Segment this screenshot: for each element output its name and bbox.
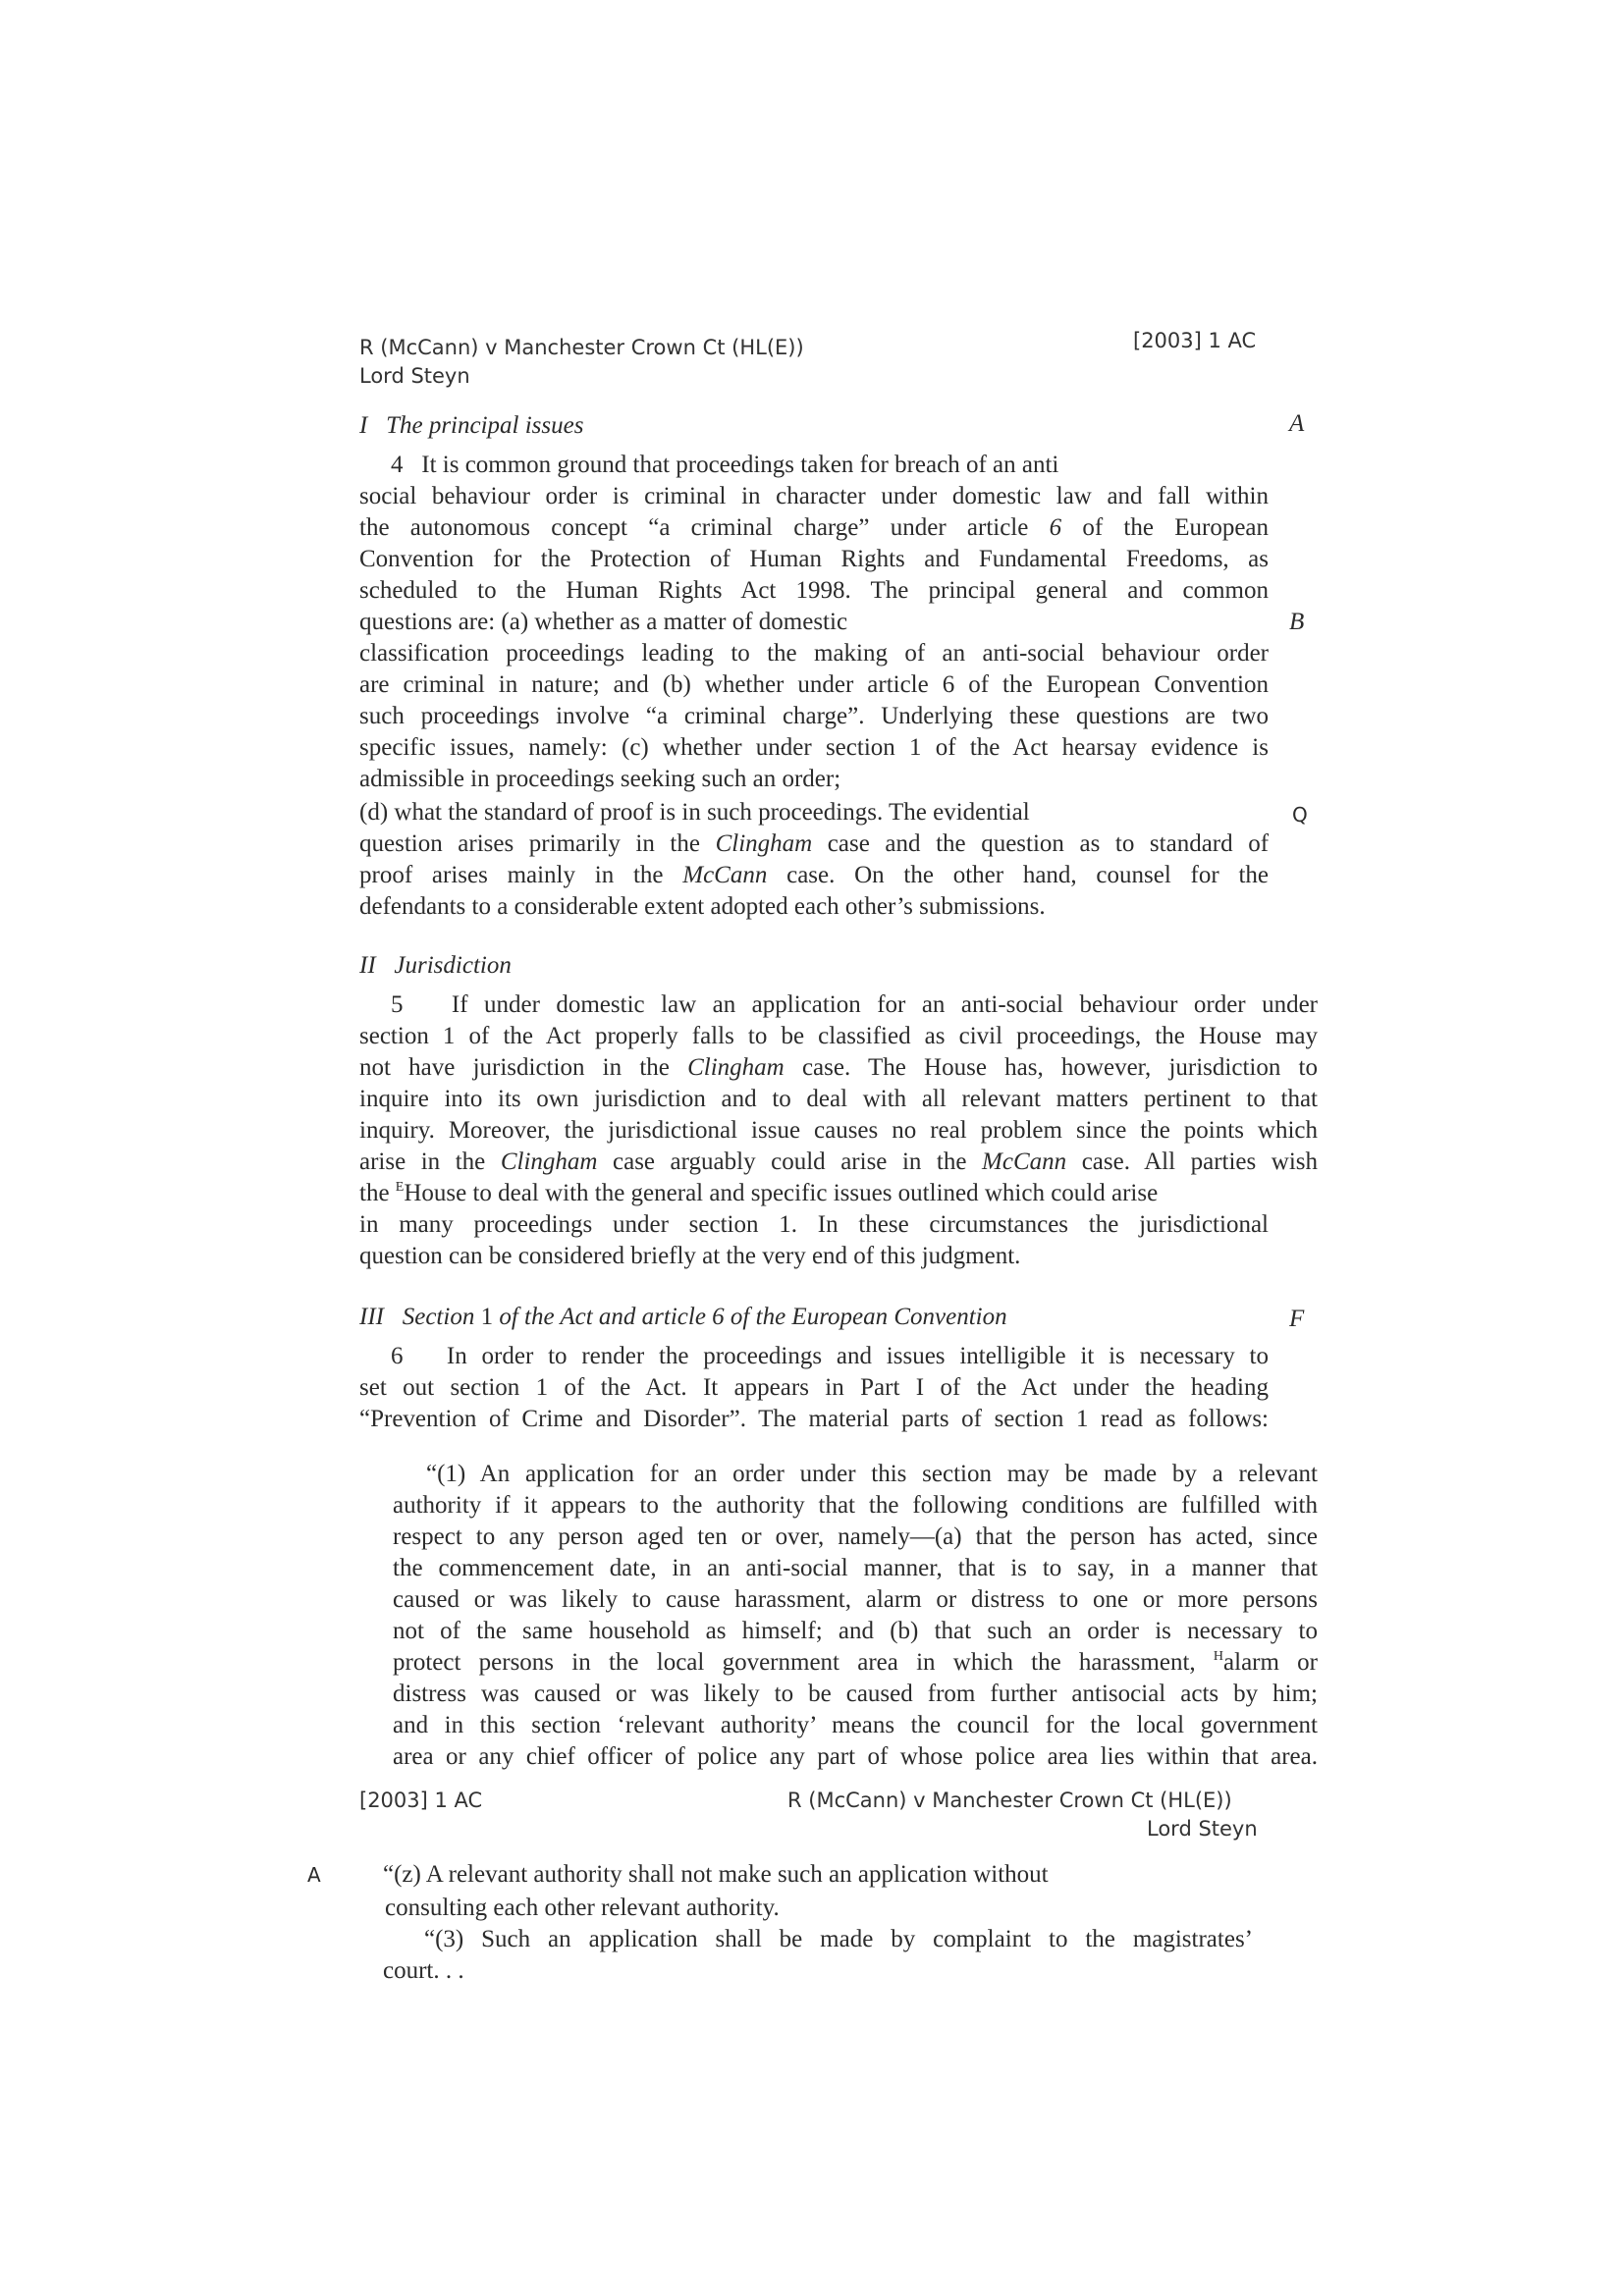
margin-letter-a-second: A <box>307 1863 321 1887</box>
quote-line: “(1) An application for an order under this section may be made by a relevant <box>426 1461 1318 1487</box>
running-head-judge-second: Lord Steyn <box>1147 1817 1258 1841</box>
paragraph-line: admissible in proceedings seeking such an order; <box>359 766 841 792</box>
quote-line: authority if it appears to the authority that the following conditions are fulfilled with <box>393 1492 1318 1519</box>
paragraph-line: arise in the Clingham case arguably could arise in the McCann case. All parties wish <box>359 1148 1319 1175</box>
continuation-line: “(3) Such an application shall be made by complaint to the magistrates’ <box>424 1926 1253 1952</box>
running-head-case: R (McCann) v Manchester Crown Ct (HL(E)) <box>359 336 804 359</box>
paragraph-line: “Prevention of Crime and Disorder”. The material parts of section 1 read as follows: <box>359 1406 1269 1432</box>
paragraph-line: defendants to a considerable extent adopted each other’s submissions. <box>359 893 1046 920</box>
continuation-line: court. . . <box>383 1957 464 1984</box>
paragraph-line: not have jurisdiction in the Clingham case. The House has, however, jurisdiction to <box>359 1054 1319 1081</box>
paragraph-line: 4 It is common ground that proceedings taken for breach of an anti <box>391 452 1059 478</box>
paragraph-line: in many proceedings under section 1. In these circumstances the jurisdictional <box>359 1211 1269 1238</box>
paragraph-line: (d) what the standard of proof is in such proceedings. The evidential <box>359 799 1030 826</box>
quote-line: the commencement date, in an anti-social manner, that is to say, in a manner that <box>393 1555 1318 1581</box>
case-name: Clingham <box>500 1148 598 1175</box>
paragraph-line: scheduled to the Human Rights Act 1998. The principal general and common <box>359 577 1269 604</box>
continuation-line: consulting each other relevant authority. <box>385 1895 780 1921</box>
paragraph-line: proof arises mainly in the McCann case. On the other hand, counsel for the <box>359 862 1269 888</box>
running-head-citation: [2003] 1 AC <box>1133 329 1257 352</box>
paragraph-number: 4 <box>391 452 404 478</box>
quote-line: respect to any person aged ten or over, namely—(a) that the person has acted, since <box>393 1523 1318 1550</box>
article-number: 6 <box>1049 514 1062 541</box>
paragraph-line: question arises primarily in the Clingham case and the question as to standard of <box>359 830 1270 857</box>
section-heading-section-1: III Section 1 of the Act and article 6 of the European Convention <box>359 1304 1007 1330</box>
case-name: McCann <box>682 862 768 888</box>
running-head-judge: Lord Steyn <box>359 364 470 388</box>
paragraph-line: the $^E$House to deal with the general and specific issues outlined which could arise <box>359 1180 1159 1206</box>
section-title: Jurisdiction <box>394 952 512 979</box>
paragraph-line: 6 In order to render the proceedings and issues intelligible it is necessary to <box>391 1343 1270 1369</box>
paragraph-number: 5 <box>391 991 404 1018</box>
margin-letter-a: A <box>1289 410 1305 437</box>
section-number: II <box>359 952 376 979</box>
quote-line: area or any chief officer of police any part of whose police area lies within that area. <box>393 1743 1318 1770</box>
section-heading-principal-issues <box>359 410 583 442</box>
case-name: McCann <box>982 1148 1067 1175</box>
margin-letter-e: E <box>395 1180 405 1195</box>
paragraph-number: 6 <box>391 1343 404 1369</box>
running-head-citation-second: [2003] 1 AC <box>359 1789 483 1812</box>
section-number: I <box>359 412 368 439</box>
paragraph-line: questions are: (a) whether as a matter of domestic <box>359 609 848 635</box>
paragraph-line: the autonomous concept “a criminal charge” under article 6 of the European <box>359 514 1270 541</box>
quote-line: distress was caused or was likely to be caused from further antisocial acts by him; <box>393 1681 1318 1707</box>
paragraph-line: such proceedings involve “a criminal charge”. Underlying these questions are two <box>359 703 1269 729</box>
case-name: Clingham <box>687 1054 785 1081</box>
quote-line: and in this section ‘relevant authority’ means the council for the local government <box>393 1712 1318 1738</box>
section-heading-jurisdiction <box>359 950 512 982</box>
quote-line: protect persons in the local government area in which the harassment, $^H$alarm or <box>393 1649 1319 1676</box>
paragraph-line: inquiry. Moreover, the jurisdictional issue causes no real problem since the points which <box>359 1117 1318 1144</box>
paragraph-line: section 1 of the Act properly falls to be classified as civil proceedings, the House may <box>359 1023 1318 1049</box>
paragraph-line: specific issues, namely: (c) whether under section 1 of the Act hearsay evidence is <box>359 734 1269 761</box>
margin-letter-f: F <box>1289 1306 1305 1332</box>
paragraph-line: question can be considered briefly at the very end of this judgment. <box>359 1243 1021 1269</box>
margin-letter-q: Q <box>1292 803 1308 827</box>
case-name: Clingham <box>715 830 813 857</box>
paragraph-line: Convention for the Protection of Human Rights and Fundamental Freedoms, as <box>359 546 1269 572</box>
paragraph-line: classification proceedings leading to the making of an anti-social behaviour order <box>359 640 1269 667</box>
margin-letter-b: B <box>1289 609 1305 635</box>
continuation-line: “(z) A relevant authority shall not make such an application without <box>383 1861 1049 1888</box>
section-title: The principal issues <box>386 412 584 439</box>
paragraph-line: are criminal in nature; and (b) whether under article 6 of the European Convention <box>359 671 1269 698</box>
margin-letter-h: H <box>1213 1649 1224 1664</box>
paragraph-line: inquire into its own jurisdiction and to deal with all relevant matters pertinent to that <box>359 1086 1318 1112</box>
quote-line: not of the same household as himself; and (b) that such an order is necessary to <box>393 1618 1318 1644</box>
paragraph-line: 5 If under domestic law an application for an anti-social behaviour order under <box>391 991 1318 1018</box>
paragraph-line: social behaviour order is criminal in character under domestic law and fall within <box>359 483 1269 509</box>
running-head-case-second: R (McCann) v Manchester Crown Ct (HL(E)) <box>787 1789 1232 1812</box>
quote-line: caused or was likely to cause harassment, alarm or distress to one or more persons <box>393 1586 1318 1613</box>
section-number: III <box>359 1304 384 1330</box>
paragraph-line: set out section 1 of the Act. It appears in Part I of the Act under the heading <box>359 1374 1269 1401</box>
